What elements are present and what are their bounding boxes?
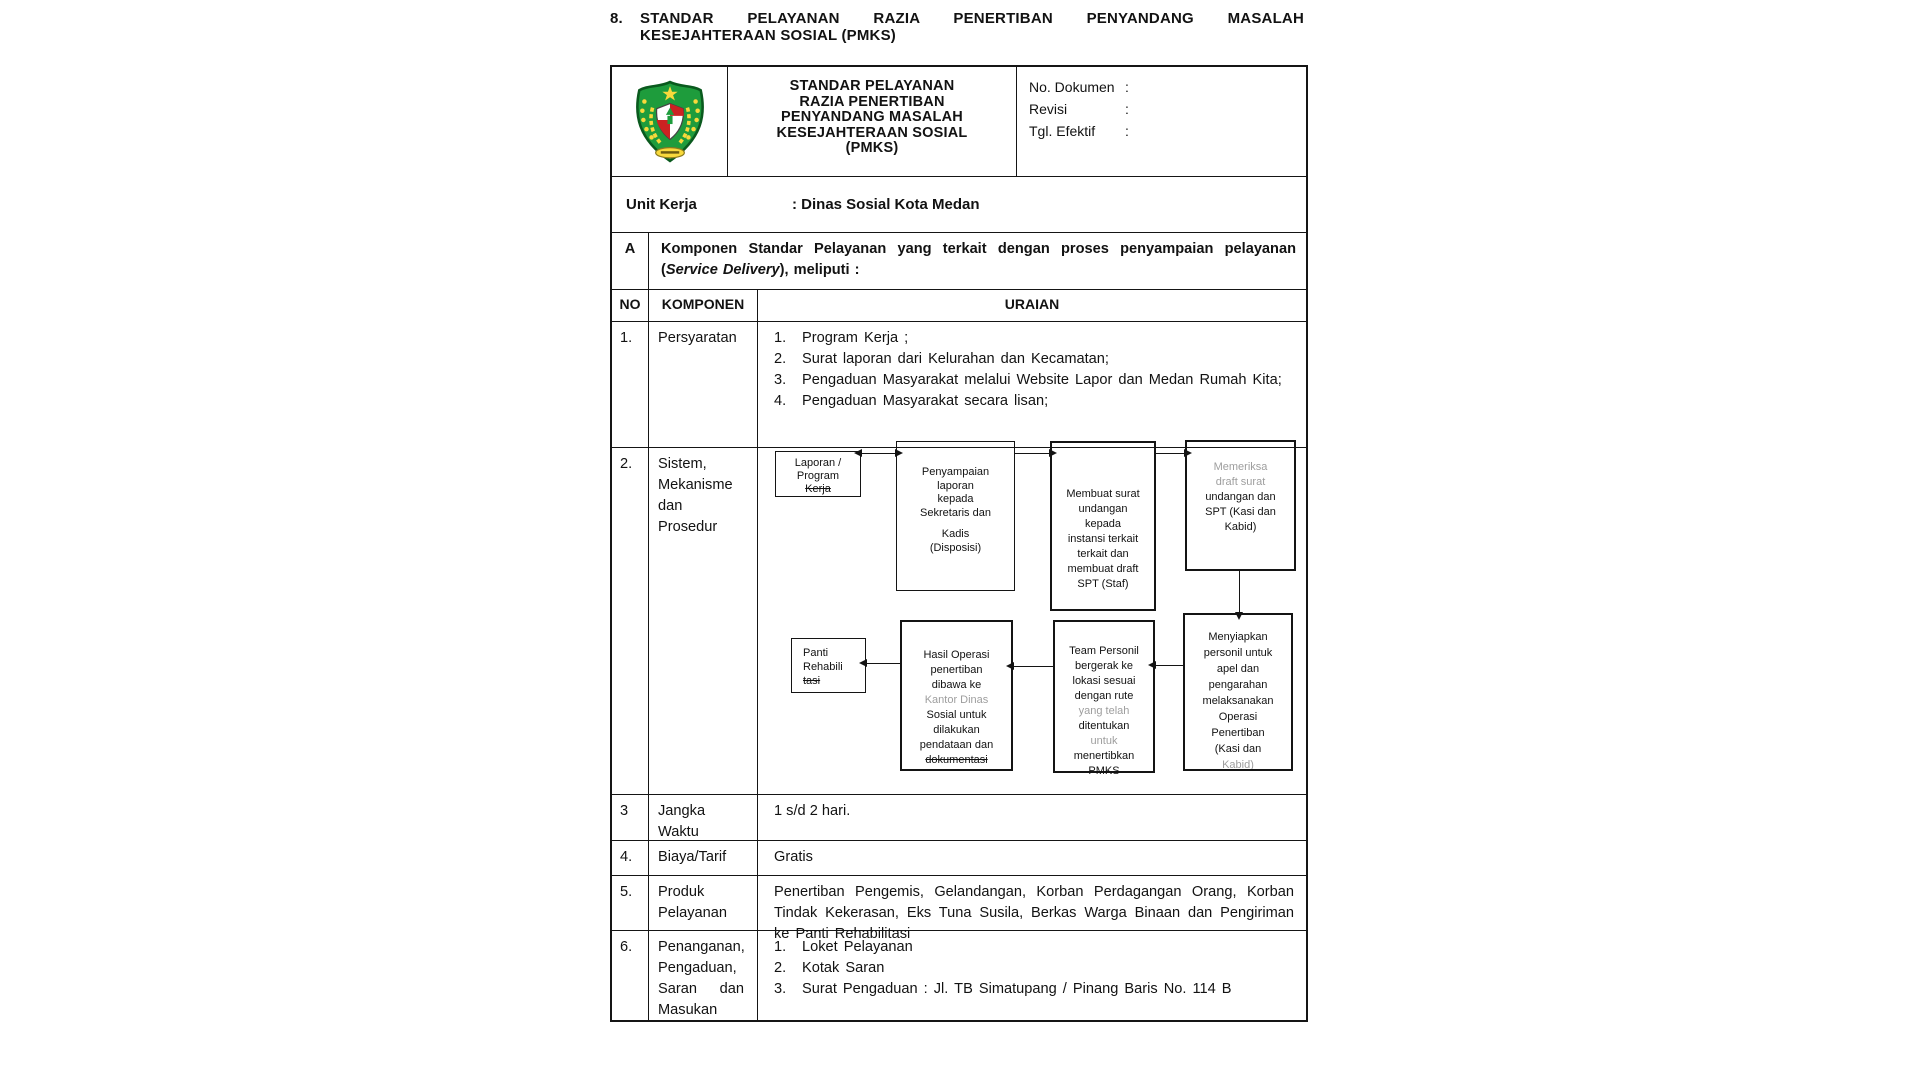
row-uraian: 1 s/d 2 hari. — [774, 803, 851, 819]
doc-info-row — [1029, 76, 1306, 98]
row-number: 5. — [612, 876, 649, 930]
list-item — [774, 979, 1294, 1000]
item-number: 2. — [774, 351, 787, 367]
row-number: 6. — [612, 931, 649, 1020]
form-title-line: PENYANDANG MASALAH — [781, 109, 963, 126]
list-item — [774, 349, 1294, 370]
item-text: Surat laporan dari Kelurahan dan Kecamatan; — [802, 351, 1109, 367]
row-komponen — [649, 322, 758, 447]
flow-text-line: dibawa ke — [931, 679, 982, 691]
flow-text-line: melaksanakan — [1202, 695, 1274, 707]
flow-text-line: (Kasi dan — [1214, 743, 1262, 755]
flow-text-line: Penyampaian — [921, 466, 990, 478]
flow-text-line: Rehabili — [803, 661, 843, 673]
flow-step-panti-rehabilitasi — [791, 638, 866, 693]
row-komponen — [649, 931, 758, 1020]
flow-text-line: kepada — [937, 493, 974, 505]
doc-info-label: Revisi — [1029, 101, 1068, 117]
flow-text-line: ditentukan — [1078, 720, 1130, 732]
row-uraian — [758, 322, 1306, 447]
row-uraian: Penertiban Pengemis, Gelandangan, Korban Perdagangan Orang, Korban Tindak Kekerasan, Eks Tuna Susila, Berkas Warga Binaan dan Pengiriman ke Panti Rehabilitasi — [774, 884, 1294, 942]
flow-text-line: Kantor Dinas — [924, 694, 989, 706]
row-persyaratan — [612, 321, 1306, 447]
doc-info-label: No. Dokumen — [1029, 79, 1115, 95]
flow-text-line: terkait dan — [1077, 548, 1129, 560]
flow-text-line: dokumentasi — [925, 754, 988, 766]
logo-cell — [612, 67, 728, 176]
list-item — [774, 958, 1294, 979]
flow-text-line: Kerja — [805, 483, 831, 495]
flow-text-line: SPT (Staf) — [1077, 578, 1129, 590]
row-komponen — [649, 448, 758, 794]
flow-text-line: pendataan dan — [919, 739, 994, 751]
komponen-label: Sistem, Mekanisme dan Prosedur — [658, 456, 733, 535]
komponen-label: Biaya/Tarif — [658, 849, 727, 865]
row-komponen — [649, 841, 758, 875]
flow-text-line: Memeriksa — [1213, 461, 1268, 473]
row-jangka-waktu — [612, 794, 1306, 840]
flow-text-line: Membuat surat — [1066, 488, 1140, 500]
item-text: Program Kerja ; — [802, 330, 909, 346]
flow-step-membuat-surat-undangan — [1050, 441, 1156, 611]
flow-text-line: draft surat — [1215, 476, 1266, 488]
flow-text-line: Kabid) — [1222, 759, 1254, 771]
flow-text-line: SPT (Kasi dan — [1205, 506, 1276, 518]
service-standard-table — [610, 65, 1308, 1022]
flow-arrow-right — [1015, 453, 1050, 454]
flow-text-line: Penertiban — [1211, 727, 1265, 739]
flow-step-laporan-program-kerja — [775, 451, 861, 497]
item-number: 1. — [774, 939, 787, 955]
flow-text-line: (Disposisi) — [929, 541, 982, 554]
flow-arrow-left — [866, 663, 900, 664]
doc-info-row — [1029, 120, 1306, 142]
heading-text — [640, 10, 1304, 44]
item-text: Kotak Saran — [802, 960, 885, 976]
list-item — [774, 937, 1294, 958]
list-item — [774, 328, 1294, 349]
item-number: 1. — [774, 330, 787, 346]
item-number: 4. — [774, 393, 787, 409]
flow-text-line: dilakukan — [933, 724, 980, 736]
column-header-no: NO — [612, 290, 649, 321]
unit-kerja-label: Unit Kerja — [626, 196, 697, 213]
row-sistem-mekanisme — [612, 447, 1306, 794]
service-standard-document — [610, 10, 1304, 1018]
doc-info-colon: : — [1125, 101, 1129, 117]
item-number: 2. — [774, 960, 787, 976]
flow-text-line: undangan dan — [1205, 491, 1276, 503]
flow-text-line: penertiban — [930, 664, 983, 676]
flow-text-line: undangan — [1078, 503, 1128, 515]
flow-text-line: Sekretaris dan — [920, 506, 991, 519]
list-item — [774, 391, 1294, 412]
flow-text-line: apel dan — [1216, 663, 1260, 675]
flow-step-penyampaian-laporan — [896, 441, 1015, 591]
section-a-text-before: Komponen Standar Pelayanan yang terkait dengan proses penyampaian pelayanan ( — [661, 241, 1296, 278]
flow-text-line: Laporan / — [794, 457, 842, 469]
komponen-label: Penanganan, Pengaduan, Saran dan Masukan — [658, 939, 745, 1018]
flow-text-line: membuat draft — [1067, 563, 1139, 575]
form-title — [728, 67, 1017, 176]
row-penanganan-pengaduan — [612, 930, 1306, 1020]
row-komponen — [649, 876, 758, 930]
row-number: 4. — [612, 841, 649, 875]
doc-info-colon: : — [1125, 79, 1129, 95]
column-header-row — [612, 289, 1306, 321]
doc-info-colon: : — [1125, 123, 1129, 139]
column-header-uraian: URAIAN — [1004, 296, 1060, 312]
flow-arrow-down — [1239, 571, 1240, 613]
komponen-label: Jangka Waktu — [658, 803, 706, 840]
komponen-label: Produk Pelayanan — [658, 884, 727, 921]
section-a-text — [649, 233, 1306, 289]
form-title-line: STANDAR PELAYANAN — [789, 78, 955, 94]
row-uraian — [758, 931, 1306, 1020]
unit-kerja-value: : Dinas Sosial Kota Medan — [792, 196, 980, 213]
flow-text-line: kepada — [1084, 518, 1122, 530]
flow-text-line: pengarahan — [1208, 679, 1268, 691]
heading-number: 8. — [610, 10, 623, 27]
item-text: Loket Pelayanan — [802, 939, 913, 955]
flow-arrow-left — [1155, 665, 1183, 666]
item-text: Pengaduan Masyarakat melalui Website Lapor dan Medan Rumah Kita; — [802, 372, 1282, 388]
flow-text-line: bergerak ke — [1074, 660, 1134, 672]
section-a-italic: Service Delivery — [665, 262, 780, 278]
row-number: 2. — [612, 448, 649, 794]
flow-text-line: Hasil Operasi — [923, 649, 990, 661]
flow-text-line: personil untuk — [1203, 647, 1273, 659]
flow-step-menyiapkan-personil — [1183, 613, 1293, 771]
row-produk-pelayanan — [612, 875, 1306, 942]
flow-text-line: untuk — [1090, 735, 1118, 747]
doc-info-label: Tgl. Efektif — [1029, 123, 1096, 139]
section-a-row — [612, 232, 1306, 289]
row-number: 1. — [612, 322, 649, 447]
heading-line-1: STANDAR PELAYANAN RAZIA PENERTIBAN PENYANDANG MASALAH — [640, 10, 1304, 27]
flow-text-line: Kabid) — [1224, 521, 1257, 533]
flow-text-line: Panti — [803, 647, 829, 659]
doc-info-row — [1029, 98, 1306, 120]
flow-step-memeriksa-draft-surat — [1185, 440, 1296, 571]
flow-arrow-left — [1013, 666, 1053, 667]
flow-text-line: instansi terkait — [1067, 533, 1139, 545]
form-title-line: KESEJAHTERAAN SOSIAL — [776, 124, 968, 141]
flow-text-line: Kadis — [941, 528, 970, 540]
column-header-komponen: KOMPONEN — [649, 290, 758, 321]
document-heading — [610, 10, 1304, 44]
flow-text-line: Menyiapkan — [1208, 631, 1268, 643]
procedure-flowchart — [758, 448, 1306, 794]
flow-text-line: menertibkan — [1073, 750, 1135, 762]
flow-text-line: Program — [796, 470, 840, 482]
document-info-cell — [1017, 67, 1306, 176]
flow-text-line: lokasi sesuai — [1072, 675, 1136, 687]
row-biaya-tarif — [612, 840, 1306, 875]
item-text: Surat Pengaduan : Jl. TB Simatupang / Pinang Baris No. 114 B — [802, 981, 1232, 997]
flow-text-line: laporan — [937, 479, 974, 492]
row-number: 3 — [612, 795, 649, 840]
komponen-label: Persyaratan — [658, 330, 737, 346]
flow-text-line: PMKS — [1088, 765, 1120, 777]
form-title-line: RAZIA PENERTIBAN — [799, 93, 945, 110]
form-title-line: (PMKS) — [845, 140, 899, 157]
list-item — [774, 370, 1294, 391]
flow-text-line: Team Personil — [1069, 645, 1139, 657]
flow-step-team-personil — [1053, 620, 1155, 777]
table-header-band — [612, 67, 1306, 176]
flow-step-hasil-operasi — [900, 620, 1013, 771]
row-uraian: Gratis — [774, 849, 813, 865]
medan-city-logo-icon — [629, 79, 711, 165]
flow-text-line: yang telah — [1078, 705, 1130, 717]
flow-arrow-both — [861, 453, 896, 454]
flow-text-line: Sosial untuk — [926, 709, 987, 721]
heading-line-2: KESEJAHTERAAN SOSIAL (PMKS) — [640, 27, 896, 44]
item-number: 3. — [774, 981, 787, 997]
row-komponen — [649, 795, 758, 840]
flow-text-line: dengan rute — [1074, 690, 1134, 702]
section-a-code: A — [612, 233, 649, 289]
flow-text-line: Operasi — [1218, 711, 1258, 723]
unit-kerja-row — [612, 176, 1306, 232]
flow-arrow-right — [1156, 453, 1185, 454]
item-text: Pengaduan Masyarakat secara lisan; — [802, 393, 1049, 409]
section-a-text-after: ), meliputi : — [779, 262, 860, 278]
item-number: 3. — [774, 372, 787, 388]
flow-text-line: tasi — [803, 675, 821, 687]
unit-kerja-cell — [612, 177, 1306, 232]
